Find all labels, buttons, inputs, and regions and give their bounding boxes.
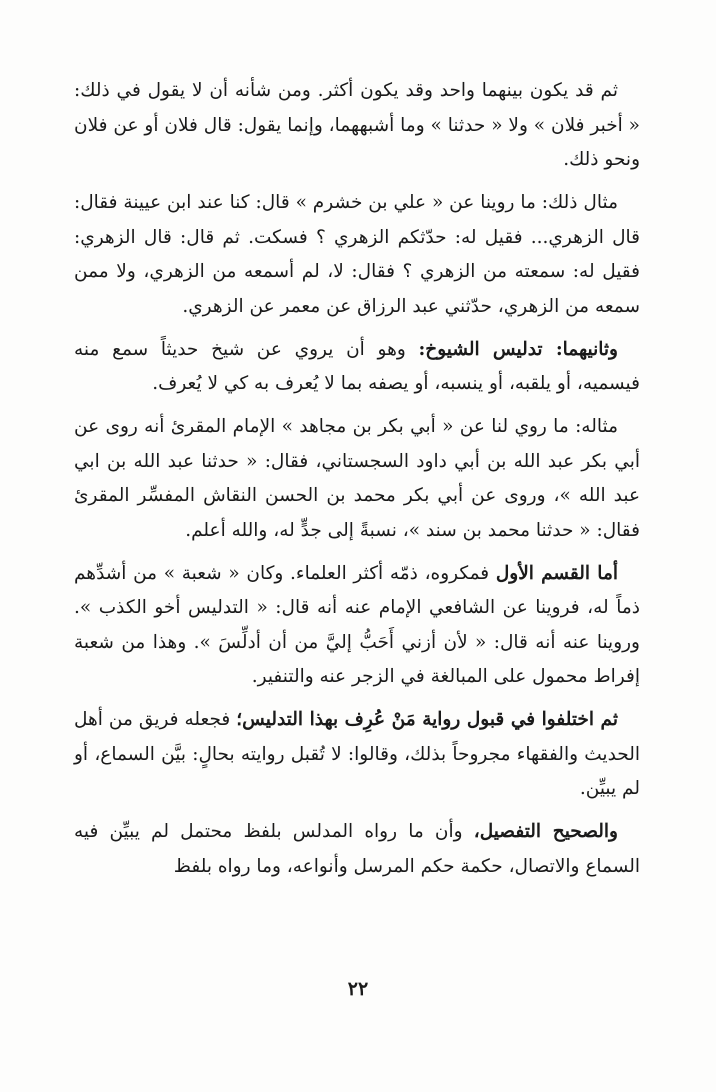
paragraph-3-heading: وثانيهما: تدليس الشيوخ:	[418, 338, 618, 360]
paragraph-5-text: فمكروه، ذمّه أكثر العلماء. وكان « شعبة » من أشدِّهم ذماً له، فروينا عن الشافعي الإمام عنه أنه قال: « التدليس أخو الكذب ». وروينا عنه أنه قال: « لأن أزني أَحَبُّ إليَّ من أن أدلِّسَ ». وهذا من شعبة إفراط محمول على المبالغة في الزجر عنه والتنفير.	[74, 562, 640, 687]
paragraph-1	[74, 74, 640, 178]
paragraph-7-heading: والصحيح التفصيل،	[473, 821, 618, 842]
paragraph-4-text: مثاله: ما روي لنا عن « أبي بكر بن مجاهد » الإمام المقرئ أنه روى عن أبي بكر عبد الله بن أبي داود السجستاني، فقال: « حدثنا عبد الله بن ابي عبد الله »، وروى عن أبي بكر محمد بن الحسن النقاش المفسِّر المقرئ فقال: « حدثنا محمد بن سند »، نسبةً إلى جدٍّ له، والله أعلم.	[74, 416, 640, 541]
paragraph-2	[74, 186, 640, 324]
paragraph-7-text: وأن ما رواه المدلس بلفظ محتمل لم يبيِّن فيه السماع والاتصال، حكمة حكم المرسل وأنواعه، وما رواه بلفظ	[74, 821, 640, 877]
page-number: ٢٢	[347, 978, 369, 1000]
paragraph-5-heading: أما القسم الأول	[495, 562, 618, 584]
paragraph-7	[74, 815, 640, 884]
paragraph-6-heading: ثم اختلفوا في قبول رواية مَنْ عُرِف بهذا التدليس؛	[236, 709, 618, 730]
page-body-text	[74, 74, 640, 893]
paragraph-6	[74, 703, 640, 807]
paragraph-4	[74, 410, 640, 548]
paragraph-5	[74, 557, 640, 695]
paragraph-6-text: فجعله فريق من أهل الحديث والفقهاء مجروحاً بذلك، وقالوا: لا تُقبل روايته بحالٍ: بيَّن السماع، أو لم يبيِّن.	[74, 709, 640, 799]
paragraph-2-text: مثال ذلك: ما روينا عن « علي بن خشرم » قال: كنا عند ابن عيينة فقال: قال الزهري... فقيل له: حدّثكم الزهري ؟ فسكت. ثم قال: قال الزهري: فقيل له: سمعته من الزهري ؟ فقال: لا، لم أسمعه من الزهري، ولا ممن سمعه من الزهري، حدّثني عبد الرزاق عن معمر عن الزهري.	[74, 192, 640, 317]
paragraph-1-text: ثم قد يكون بينهما واحد وقد يكون أكثر. ومن شأنه أن لا يقول في ذلك: « أخبر فلان » ولا « حدثنا » وما أشبههما، وإنما يقول: قال فلان أو عن فلان ونحو ذلك.	[74, 80, 640, 170]
paragraph-3-text: وهو أن يروي عن شيخ حديثاً سمع منه فيسميه، أو يلقبه، أو ينسبه، أو يصفه بما لا يُعرف به كي لا يُعرف.	[74, 338, 640, 394]
paragraph-3	[74, 333, 640, 402]
